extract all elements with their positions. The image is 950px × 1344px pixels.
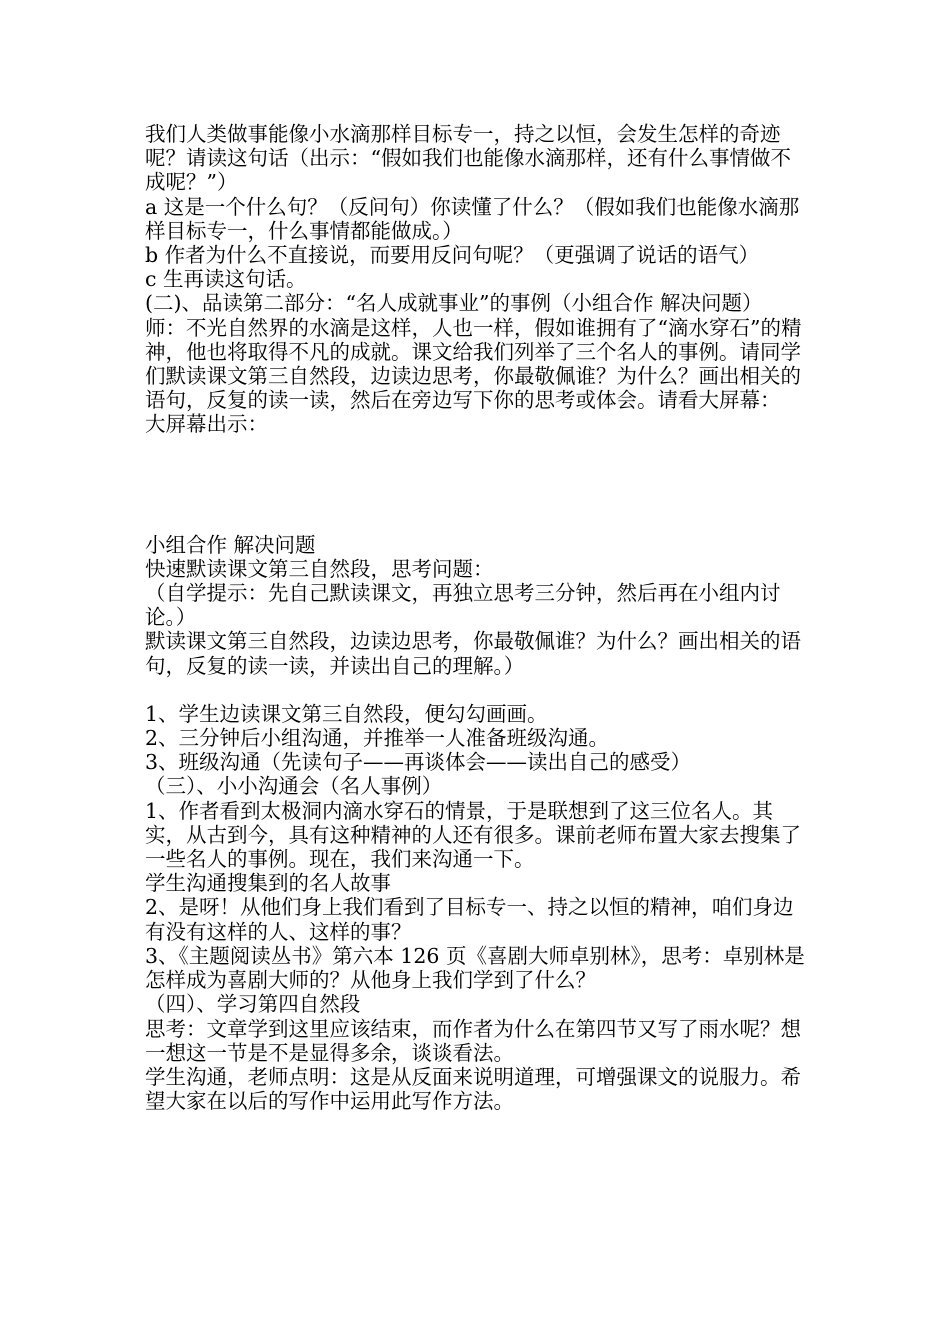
section-heading-three: （三）、小小沟通会（名人事例）	[145, 774, 443, 799]
screen-title: 小组合作 解决问题	[145, 532, 316, 557]
step-two: 2、三分钟后小组沟通，并推举一人准备班级沟通。	[145, 726, 610, 751]
paragraph-intro: 我们人类做事能像小水滴那样目标专一，持之以恒，会发生怎样的奇迹呢？请读这句话（出示：“假如我们也能像水滴那样，还有什么事情做不成呢？”）	[145, 122, 791, 195]
screen-hint: （自学提示：先自己默读课文，再独立思考三分钟，然后再在小组内讨论。）	[145, 581, 781, 630]
paragraph-question-b: b 作者为什么不直接说，而要用反问句呢？（更强调了说话的语气）	[145, 243, 760, 268]
blank-space	[145, 437, 810, 533]
screen-task: 快速默读课文第三自然段，思考问题：	[145, 556, 494, 581]
paragraph-around-us: 2、是呀！从他们身上我们看到了目标专一、持之以恒的精神，咱们身边有没有这样的人、这样的事？	[145, 895, 794, 944]
paragraph-teacher: 师：不光自然界的水滴是这样，人也一样，假如谁拥有了“滴水穿石”的精神，他也将取得不凡的成就。课文给我们列举了三个名人的事例。请同学们默读课文第三自然段，边读边思考，你最敬佩谁？为什么？画出相关的语句，反复的读一读，然后在旁边写下你的思考或体会。请看大屏幕：	[145, 315, 802, 413]
paragraph-famous-people: 1、作者看到太极洞内滴水穿石的情景，于是联想到了这三位名人。其实，从古到今，具有这种精神的人还有很多。课前老师布置大家去搜集了一些名人的事例。现在，我们来沟通一下。	[145, 798, 801, 872]
section-heading-four: （四）、学习第四自然段	[145, 992, 361, 1017]
paragraph-think: 思考：文章学到这里应该结束，而作者为什么在第四节又写了雨水呢？想一想这一节是不是显得多余，谈谈看法。	[145, 1016, 801, 1065]
paragraph-conclusion: 学生沟通，老师点明：这是从反面来说明道理，可增强课文的说服力。希望大家在以后的写作中运用此写作方法。	[145, 1064, 801, 1114]
blank-line	[145, 678, 810, 702]
paragraph-chaplin: 3、《主题阅读丛书》第六本 126 页《喜剧大师卓别林》，思考：卓别林是怎样成为喜剧大师的？从他身上我们学到了什么？	[145, 943, 805, 993]
step-three: 3、班级沟通（先读句子——再谈体会——读出自己的感受）	[145, 750, 692, 775]
paragraph-student-stories: 学生沟通搜集到的名人故事	[145, 871, 391, 896]
paragraph-question-a: a 这是一个什么句？（反问句）你读懂了什么？（假如我们也能像水滴那样目标专一，什么事情都能做成。）	[145, 194, 800, 243]
paragraph-step-c: c 生再读这句话。	[145, 267, 307, 292]
step-one: 1、学生边读课文第三自然段，便勾勾画画。	[145, 701, 548, 726]
section-heading-two: (二)、品读第二部分：“名人成就事业”的事例（小组合作 解决问题）	[145, 291, 763, 316]
document-body	[145, 122, 810, 1113]
paragraph-screen-intro: 大屏幕出示：	[145, 412, 268, 437]
screen-instruction: 默读课文第三自然段，边读边思考，你最敬佩谁？为什么？画出相关的语句，反复的读一读，并读出自己的理解。）	[145, 629, 801, 678]
